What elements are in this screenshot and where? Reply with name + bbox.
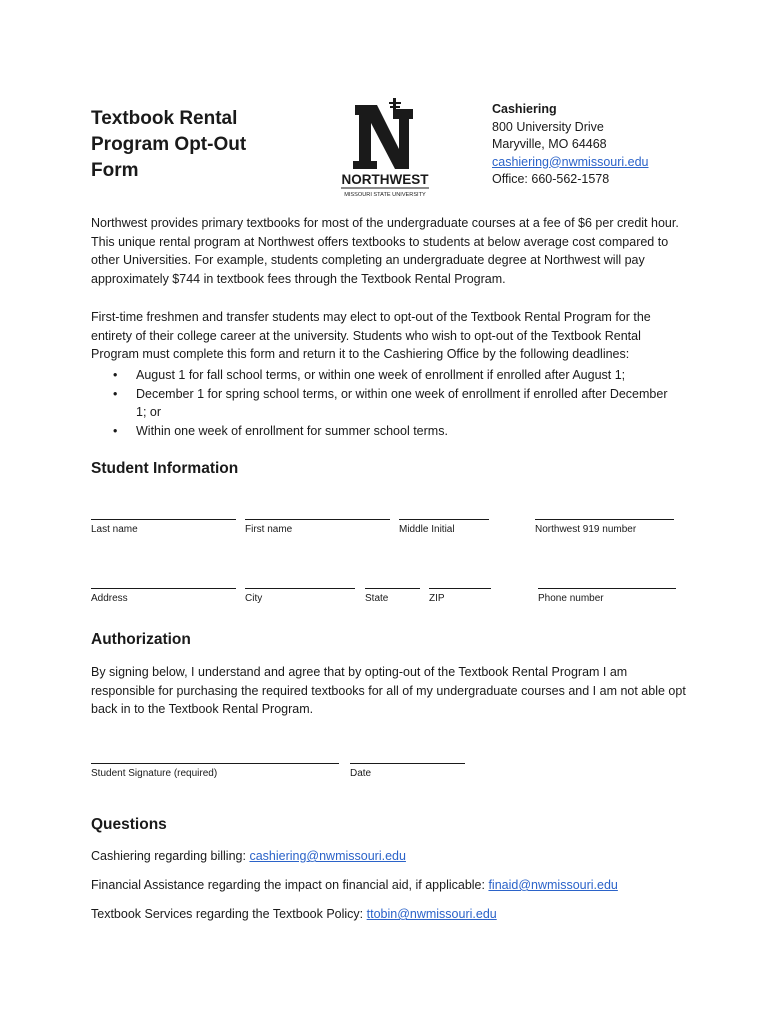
question-text: Textbook Services regarding the Textbook Policy: (91, 907, 367, 921)
northwest-logo (337, 97, 433, 199)
student-signature-field[interactable] (91, 763, 339, 779)
form-title (91, 106, 246, 184)
middle-initial-field[interactable] (399, 519, 489, 535)
student-information-heading: Student Information (91, 460, 239, 477)
authorization-text: By signing below, I understand and agree that by opting-out of the Textbook Rental Program I am responsible for purchasing the required textbooks for all of my undergraduate courses and I am not able opt back in to the Textbook Rental Program. (91, 665, 686, 717)
list-item: • December 1 for spring school terms, or within one week of enrollment if enrolled after December 1; or (91, 385, 671, 422)
n-monogram-icon (353, 105, 413, 169)
last-name-field[interactable] (91, 519, 236, 535)
logo-tagline: MISSOURI STATE UNIVERSITY (344, 192, 426, 198)
title-line: Form (91, 160, 139, 181)
optout-paragraph: First-time freshmen and transfer students may elect to opt-out of the Textbook Rental Program for the entirety of their college career at the university. Students who wish to opt-out of the Textbook Rental Program must complete this form and return it to the Cashiering Office by the following deadlines: (91, 310, 651, 362)
phone-number-label: Phone number (538, 593, 604, 604)
question-text: Cashiering regarding billing: (91, 849, 250, 863)
city-field[interactable] (245, 588, 355, 604)
address-field[interactable] (91, 588, 236, 604)
cashiering-email-link[interactable]: cashiering@nwmissouri.edu (249, 849, 406, 863)
question-text: Financial Assistance regarding the impact on financial aid, if applicable: (91, 878, 489, 892)
zip-label: ZIP (429, 593, 445, 604)
date-field[interactable] (350, 763, 465, 779)
cashiering-contact (492, 101, 649, 189)
intro-paragraph: Northwest provides primary textbooks for most of the undergraduate courses at a fee of $6 per credit hour. This unique rental program at Northwest offers textbooks to students at below average cost compared to other Universities. For example, students completing an undergraduate degree at Northwest will pay approximately $744 in textbook fees through the Textbook Rental Program. (91, 216, 679, 286)
title-line: Textbook Rental (91, 108, 238, 129)
question-cashiering (91, 849, 406, 863)
contact-email-link[interactable]: cashiering@nwmissouri.edu (492, 154, 649, 169)
ttobin-email-link[interactable]: ttobin@nwmissouri.edu (366, 907, 497, 921)
last-name-label: Last name (91, 524, 138, 535)
zip-field[interactable] (429, 588, 491, 604)
state-field[interactable] (365, 588, 420, 604)
contact-address-line1: 800 University Drive (492, 119, 604, 134)
contact-phone: Office: 660-562-1578 (492, 172, 610, 186)
address-label: Address (91, 593, 128, 604)
first-name-field[interactable] (245, 519, 390, 535)
state-label: State (365, 593, 389, 604)
questions-heading: Questions (91, 816, 167, 833)
question-financial-aid (91, 878, 618, 892)
date-label: Date (350, 768, 372, 779)
nw919-number-label: Northwest 919 number (535, 524, 637, 535)
deadline-list (91, 366, 671, 440)
city-label: City (245, 593, 263, 604)
nw919-number-field[interactable] (535, 519, 674, 535)
list-item: • Within one week of enrollment for summer school terms. (91, 422, 671, 441)
question-textbook-services (91, 907, 497, 921)
first-name-label: First name (245, 524, 293, 535)
authorization-heading: Authorization (91, 631, 191, 648)
logo-wordmark: NORTHWEST (341, 172, 429, 187)
title-line: Program Opt-Out (91, 134, 247, 155)
middle-initial-label: Middle Initial (399, 524, 455, 535)
contact-address-line2: Maryville, MO 64468 (492, 137, 607, 151)
finaid-email-link[interactable]: finaid@nwmissouri.edu (488, 878, 618, 892)
phone-number-field[interactable] (538, 588, 676, 604)
list-item: • August 1 for fall school terms, or within one week of enrollment if enrolled after August 1; (91, 366, 671, 385)
contact-heading: Cashiering (492, 102, 557, 116)
student-signature-label: Student Signature (required) (91, 768, 218, 779)
